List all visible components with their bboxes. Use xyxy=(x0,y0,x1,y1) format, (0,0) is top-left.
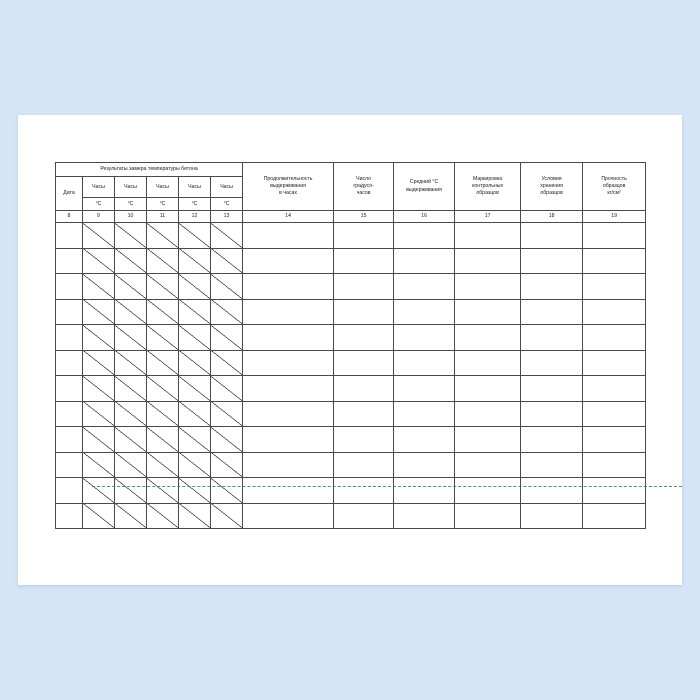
document-page xyxy=(18,115,682,585)
cell-date[interactable] xyxy=(56,427,83,453)
cell-hours-5[interactable] xyxy=(211,376,243,402)
cell-date[interactable] xyxy=(56,376,83,402)
cell-hours-4[interactable] xyxy=(179,478,211,504)
cell-hours-3[interactable] xyxy=(147,376,179,402)
cell-hours-2[interactable] xyxy=(115,248,147,274)
header-unit-1: °C xyxy=(83,198,115,211)
header-average-temp-line2: выдерживания xyxy=(406,186,442,193)
col-num-9: 9 xyxy=(83,211,115,223)
cell-storage-conditions[interactable] xyxy=(521,223,583,249)
header-degree-hours-line3: часов xyxy=(356,190,371,196)
cell-duration[interactable] xyxy=(243,401,334,427)
cell-sample-strength[interactable] xyxy=(583,427,646,453)
cell-hours-1[interactable] xyxy=(83,325,115,351)
cell-degree-hours[interactable] xyxy=(334,452,394,478)
header-sample-marking-line1: Маркировка xyxy=(473,175,503,182)
cell-duration[interactable] xyxy=(243,478,334,504)
cell-degree-hours[interactable] xyxy=(334,503,394,529)
col-num-17: 17 xyxy=(455,211,521,223)
header-storage-conditions-line3: образцов xyxy=(540,190,563,196)
cell-hours-2[interactable] xyxy=(115,478,147,504)
cell-degree-hours[interactable] xyxy=(334,350,394,376)
table-row[interactable] xyxy=(56,376,646,402)
cell-sample-strength[interactable] xyxy=(583,478,646,504)
cell-hours-2[interactable] xyxy=(115,299,147,325)
table-row[interactable] xyxy=(56,299,646,325)
table xyxy=(55,162,646,529)
cell-date[interactable] xyxy=(56,223,83,249)
cell-hours-4[interactable] xyxy=(179,401,211,427)
cell-hours-1[interactable] xyxy=(83,376,115,402)
table-row[interactable] xyxy=(56,274,646,300)
table-row[interactable] xyxy=(56,350,646,376)
cell-hours-1[interactable] xyxy=(83,223,115,249)
header-duration-line1: Продолжительность xyxy=(263,175,313,182)
cell-hours-4[interactable] xyxy=(179,427,211,453)
cell-hours-1[interactable] xyxy=(83,248,115,274)
cell-degree-hours[interactable] xyxy=(334,427,394,453)
cell-average-temp[interactable] xyxy=(394,274,455,300)
cell-date[interactable] xyxy=(56,248,83,274)
header-storage-conditions-line1: Условия xyxy=(541,175,562,182)
cell-hours-5[interactable] xyxy=(211,452,243,478)
header-sample-strength-line2: образцов xyxy=(602,182,626,189)
cell-average-temp[interactable] xyxy=(394,452,455,478)
cell-hours-5[interactable] xyxy=(211,248,243,274)
cell-sample-marking[interactable] xyxy=(455,299,521,325)
cell-hours-2[interactable] xyxy=(115,376,147,402)
cell-sample-strength[interactable] xyxy=(583,299,646,325)
cell-hours-4[interactable] xyxy=(179,299,211,325)
cell-hours-1[interactable] xyxy=(83,274,115,300)
cell-duration[interactable] xyxy=(243,350,334,376)
cell-hours-1[interactable] xyxy=(83,503,115,529)
cell-hours-2[interactable] xyxy=(115,452,147,478)
cell-hours-4[interactable] xyxy=(179,223,211,249)
cell-storage-conditions[interactable] xyxy=(521,274,583,300)
header-average-temp-line1: Средний °C xyxy=(409,179,439,186)
header-degree-hours-line1: Число xyxy=(356,175,372,182)
cell-average-temp[interactable] xyxy=(394,376,455,402)
cell-hours-2[interactable] xyxy=(115,223,147,249)
cell-average-temp[interactable] xyxy=(394,299,455,325)
cell-hours-3[interactable] xyxy=(147,503,179,529)
cell-hours-5[interactable] xyxy=(211,274,243,300)
col-num-8: 8 xyxy=(56,211,83,223)
header-unit-2: °C xyxy=(115,198,147,211)
cell-sample-strength[interactable] xyxy=(583,248,646,274)
cell-hours-4[interactable] xyxy=(179,325,211,351)
cell-average-temp[interactable] xyxy=(394,350,455,376)
cell-hours-1[interactable] xyxy=(83,452,115,478)
cell-hours-1[interactable] xyxy=(83,299,115,325)
table-row[interactable] xyxy=(56,248,646,274)
cell-hours-5[interactable] xyxy=(211,350,243,376)
cell-hours-3[interactable] xyxy=(147,274,179,300)
cell-hours-5[interactable] xyxy=(211,299,243,325)
cell-degree-hours[interactable] xyxy=(334,248,394,274)
cell-average-temp[interactable] xyxy=(394,325,455,351)
cell-duration[interactable] xyxy=(243,325,334,351)
col-num-15: 15 xyxy=(334,211,394,223)
cell-average-temp[interactable] xyxy=(394,427,455,453)
cell-date[interactable] xyxy=(56,299,83,325)
cell-hours-3[interactable] xyxy=(147,299,179,325)
cell-hours-2[interactable] xyxy=(115,503,147,529)
cell-sample-marking[interactable] xyxy=(455,274,521,300)
cell-storage-conditions[interactable] xyxy=(521,350,583,376)
header-hours-5: Часы xyxy=(211,177,243,198)
cell-sample-marking[interactable] xyxy=(455,503,521,529)
cell-average-temp[interactable] xyxy=(394,223,455,249)
header-date: Дата xyxy=(56,177,83,211)
cell-hours-4[interactable] xyxy=(179,452,211,478)
cell-degree-hours[interactable] xyxy=(334,401,394,427)
cell-date[interactable] xyxy=(56,503,83,529)
group-header-temperature: Результаты замера температуры бетона xyxy=(56,163,243,177)
cell-sample-marking[interactable] xyxy=(455,452,521,478)
header-unit-5: °C xyxy=(211,198,243,211)
cell-duration[interactable] xyxy=(243,503,334,529)
cell-storage-conditions[interactable] xyxy=(521,299,583,325)
col-num-18: 18 xyxy=(521,211,583,223)
header-unit-3: °C xyxy=(147,198,179,211)
cell-sample-strength[interactable] xyxy=(583,452,646,478)
cell-hours-2[interactable] xyxy=(115,350,147,376)
cell-duration[interactable] xyxy=(243,376,334,402)
header-hours-1: Часы xyxy=(83,177,115,198)
cell-sample-strength[interactable] xyxy=(583,350,646,376)
cell-sample-marking[interactable] xyxy=(455,478,521,504)
cell-storage-conditions[interactable] xyxy=(521,401,583,427)
cell-degree-hours[interactable] xyxy=(334,299,394,325)
cell-storage-conditions[interactable] xyxy=(521,376,583,402)
cell-hours-2[interactable] xyxy=(115,274,147,300)
cell-hours-5[interactable] xyxy=(211,223,243,249)
cell-sample-marking[interactable] xyxy=(455,376,521,402)
cell-hours-3[interactable] xyxy=(147,478,179,504)
cell-hours-5[interactable] xyxy=(211,401,243,427)
header-sample-strength xyxy=(583,163,646,211)
cell-hours-3[interactable] xyxy=(147,248,179,274)
header-duration-line3: в часах xyxy=(279,190,297,196)
cell-average-temp[interactable] xyxy=(394,478,455,504)
cell-storage-conditions[interactable] xyxy=(521,248,583,274)
cell-storage-conditions[interactable] xyxy=(521,325,583,351)
header-duration xyxy=(243,163,334,211)
cell-degree-hours[interactable] xyxy=(334,274,394,300)
cell-hours-3[interactable] xyxy=(147,223,179,249)
table-row[interactable] xyxy=(56,325,646,351)
col-num-11: 11 xyxy=(147,211,179,223)
cell-hours-3[interactable] xyxy=(147,325,179,351)
header-average-temp xyxy=(394,163,455,211)
header-sample-marking-line3: образцов xyxy=(476,190,499,196)
header-hours-4: Часы xyxy=(179,177,211,198)
header-degree-hours xyxy=(334,163,394,211)
cell-duration[interactable] xyxy=(243,452,334,478)
cell-hours-4[interactable] xyxy=(179,350,211,376)
cell-duration[interactable] xyxy=(243,223,334,249)
header-sample-marking-line2: контрольных xyxy=(472,182,504,189)
table-row[interactable] xyxy=(56,452,646,478)
cell-storage-conditions[interactable] xyxy=(521,452,583,478)
col-num-10: 10 xyxy=(115,211,147,223)
cell-duration[interactable] xyxy=(243,248,334,274)
cell-hours-2[interactable] xyxy=(115,325,147,351)
cell-storage-conditions[interactable] xyxy=(521,478,583,504)
cell-date[interactable] xyxy=(56,401,83,427)
cell-date[interactable] xyxy=(56,325,83,351)
header-duration-line2: выдерживания xyxy=(270,182,306,189)
cell-sample-strength[interactable] xyxy=(583,503,646,529)
header-sample-strength-line1: Прочность xyxy=(601,175,627,182)
cell-sample-strength[interactable] xyxy=(583,401,646,427)
cell-hours-3[interactable] xyxy=(147,350,179,376)
cell-hours-3[interactable] xyxy=(147,452,179,478)
cell-hours-3[interactable] xyxy=(147,401,179,427)
cell-hours-5[interactable] xyxy=(211,427,243,453)
col-num-19: 19 xyxy=(583,211,646,223)
header-storage-conditions-line2: хранения xyxy=(540,182,563,189)
cell-degree-hours[interactable] xyxy=(334,223,394,249)
cell-hours-1[interactable] xyxy=(83,478,115,504)
cell-hours-1[interactable] xyxy=(83,350,115,376)
table-row[interactable] xyxy=(56,503,646,529)
header-hours-2: Часы xyxy=(115,177,147,198)
cell-hours-4[interactable] xyxy=(179,376,211,402)
cell-sample-strength[interactable] xyxy=(583,274,646,300)
cell-sample-marking[interactable] xyxy=(455,350,521,376)
cell-degree-hours[interactable] xyxy=(334,478,394,504)
table-row[interactable] xyxy=(56,427,646,453)
col-num-13: 13 xyxy=(211,211,243,223)
col-num-12: 12 xyxy=(179,211,211,223)
cell-sample-strength[interactable] xyxy=(583,376,646,402)
cell-average-temp[interactable] xyxy=(394,248,455,274)
cell-sample-marking[interactable] xyxy=(455,401,521,427)
temperature-log-table xyxy=(55,162,645,542)
cell-sample-strength[interactable] xyxy=(583,325,646,351)
cell-date[interactable] xyxy=(56,350,83,376)
cell-hours-5[interactable] xyxy=(211,325,243,351)
cell-storage-conditions[interactable] xyxy=(521,503,583,529)
table-header-row-group xyxy=(56,163,646,177)
cell-sample-marking[interactable] xyxy=(455,427,521,453)
header-degree-hours-line2: градусо- xyxy=(353,182,374,189)
header-sample-marking xyxy=(455,163,521,211)
cell-hours-4[interactable] xyxy=(179,503,211,529)
cell-hours-1[interactable] xyxy=(83,401,115,427)
cell-hours-4[interactable] xyxy=(179,248,211,274)
table-row[interactable] xyxy=(56,223,646,249)
cell-duration[interactable] xyxy=(243,427,334,453)
cell-sample-strength[interactable] xyxy=(583,223,646,249)
cell-degree-hours[interactable] xyxy=(334,325,394,351)
cell-date[interactable] xyxy=(56,478,83,504)
cell-date[interactable] xyxy=(56,452,83,478)
col-num-14: 14 xyxy=(243,211,334,223)
cell-average-temp[interactable] xyxy=(394,401,455,427)
header-hours-3: Часы xyxy=(147,177,179,198)
cell-hours-2[interactable] xyxy=(115,401,147,427)
cell-sample-marking[interactable] xyxy=(455,325,521,351)
cell-duration[interactable] xyxy=(243,299,334,325)
cell-hours-1[interactable] xyxy=(83,427,115,453)
cell-storage-conditions[interactable] xyxy=(521,427,583,453)
header-storage-conditions xyxy=(521,163,583,211)
header-unit-4: °C xyxy=(179,198,211,211)
cell-sample-marking[interactable] xyxy=(455,248,521,274)
header-sample-strength-line3: кг/см² xyxy=(607,190,621,196)
cell-average-temp[interactable] xyxy=(394,503,455,529)
cell-sample-marking[interactable] xyxy=(455,223,521,249)
table-column-number-row xyxy=(56,211,646,223)
table-row[interactable] xyxy=(56,478,646,504)
cell-date[interactable] xyxy=(56,274,83,300)
cell-hours-3[interactable] xyxy=(147,427,179,453)
cell-hours-2[interactable] xyxy=(115,427,147,453)
cell-degree-hours[interactable] xyxy=(334,376,394,402)
cell-hours-5[interactable] xyxy=(211,503,243,529)
table-row[interactable] xyxy=(56,401,646,427)
cell-duration[interactable] xyxy=(243,274,334,300)
cell-hours-5[interactable] xyxy=(211,478,243,504)
cell-hours-4[interactable] xyxy=(179,274,211,300)
col-num-16: 16 xyxy=(394,211,455,223)
